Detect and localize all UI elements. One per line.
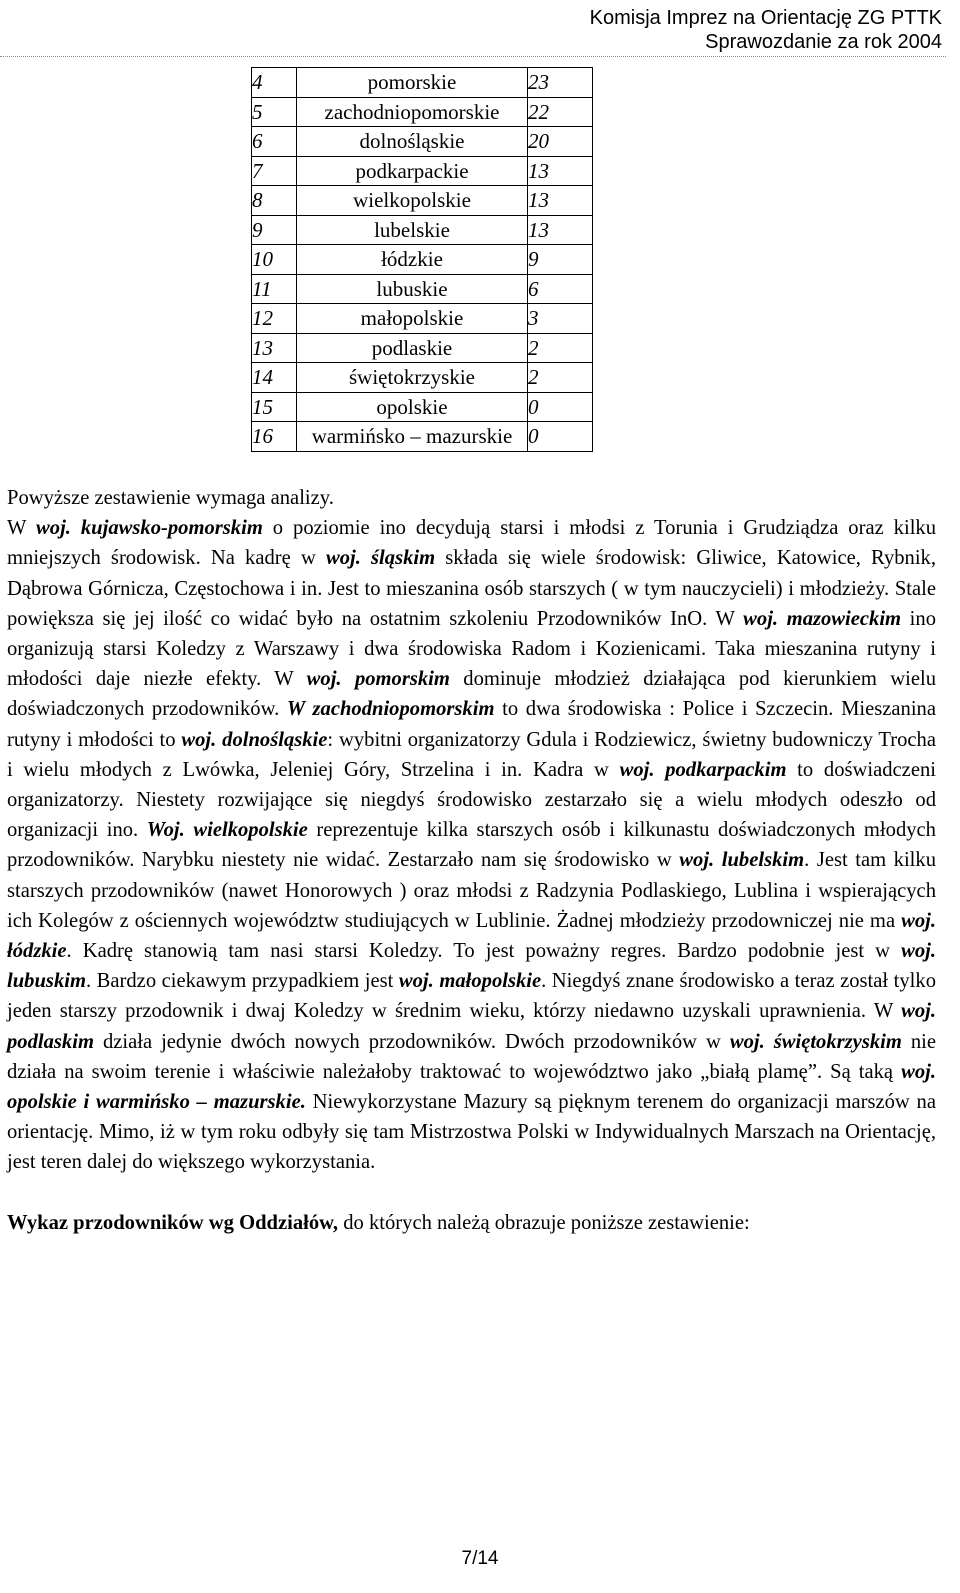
region-emphasis: woj. [901, 940, 936, 963]
text-run: . Jest tam kilku starszych przodowników (nawet Honorowych ) oraz młodsi z Radzynia Podlaskiego, Lublina i wspierających ich Kolegów z ościennych województw studiujących w Lublinie. Żadnej młodzieży przodowniczej nie ma [7, 849, 936, 932]
count-cell: 3 [528, 304, 593, 334]
region-emphasis: woj. [743, 607, 779, 630]
table-row [252, 245, 593, 275]
voivodeship-cell: łódzkie [297, 245, 528, 275]
region-emphasis: woj. [901, 909, 936, 932]
region-emphasis: podkarpackim [665, 758, 787, 781]
text-run: Niewykorzystane Mazury są pięknym terenem do organizacji marszów na orientację. Mimo, iż w tym roku odbyły się tam Mistrzostwa Polski w Indywidualnych Marszach na Orientację, jest teren dalej do większego wykorzystania. [7, 1091, 936, 1174]
region-emphasis: woj. [398, 970, 434, 993]
table-row [252, 68, 593, 98]
count-cell: 9 [528, 245, 593, 275]
table-row [252, 274, 593, 304]
rank-cell: 13 [252, 333, 297, 363]
table-row [252, 215, 593, 245]
region-emphasis: woj. [325, 547, 361, 570]
count-cell: 13 [528, 186, 593, 216]
table-row [252, 97, 593, 127]
rank-cell: 14 [252, 363, 297, 393]
rank-cell: 16 [252, 422, 297, 452]
table-row [252, 392, 593, 422]
voivodeship-cell: lubuskie [297, 274, 528, 304]
header-divider [0, 56, 946, 57]
analysis-paragraph [7, 513, 936, 1177]
text-run: dominuje młodzież działająca pod kierunkiem wielu doświadczonych przodowników. [7, 668, 937, 721]
text-run [714, 849, 722, 871]
region-emphasis: dolnośląskie [222, 728, 328, 751]
rank-cell: 11 [252, 274, 297, 304]
rank-cell: 7 [252, 156, 297, 186]
text-run [778, 608, 787, 630]
text-run: . Niegdyś znane środowisko a teraz został tylko jeden starszy przodownik i dwaj Koledzy w średnim wieku, którzy niedawno uzyskali uprawnienia. W [7, 970, 936, 1023]
region-emphasis: podlaskim [7, 1030, 94, 1053]
text-run: składa się wiele środowisk: Gliwice, Katowice, Rybnik, Dąbrowa Górnicza, Częstochowa i in. Jest to mieszanina osób starszych ( w tym nauczycieli) i młodzieży. Stale powiększa się jej ilość co widać było na ostatnim szkoleniu Przodowników InO. W [7, 547, 936, 630]
region-emphasis: lubuskim [7, 970, 86, 993]
list-heading-bold: Wykaz przodowników wg Oddziałów, [7, 1211, 339, 1234]
region-emphasis: opolskie i warmińsko – mazurskie. [7, 1091, 306, 1114]
rank-cell: 12 [252, 304, 297, 334]
header-org: Komisja Imprez na Orientację ZG PTTK [589, 7, 942, 29]
table-row [252, 363, 593, 393]
table-row [252, 186, 593, 216]
page-number: 7/14 [461, 1548, 499, 1569]
rank-cell: 5 [252, 97, 297, 127]
list-heading-rest: do których należą obrazuje poniższe zestawienie: [338, 1211, 750, 1234]
table-row [252, 422, 593, 452]
rank-cell: 4 [252, 68, 297, 98]
intro-sentence: Powyższe zestawienie wymaga analizy. [7, 487, 334, 509]
count-cell: 23 [528, 68, 593, 98]
table-row [252, 304, 593, 334]
region-emphasis: lubelskim [721, 849, 805, 872]
voivodeship-cell: opolskie [297, 392, 528, 422]
list-heading [7, 1208, 936, 1238]
region-emphasis: W zachodniopomorskim [286, 698, 495, 721]
region-emphasis: woj. [901, 1060, 936, 1083]
region-emphasis: wielkopolskie [193, 819, 308, 842]
page-header [590, 6, 942, 54]
text-run: to dwa środowiska : Police i Szczecin. Mieszanina rutyny i młodości to [7, 698, 936, 751]
count-cell: 0 [528, 422, 593, 452]
voivodeship-cell: podlaskie [297, 333, 528, 363]
voivodeship-cell: podkarpackie [297, 156, 528, 186]
text-run: o poziomie ino decydują starsi i młodsi z Torunia i Grudziądza oraz kilku mniejszych środowisk. Na kadrę w [7, 517, 937, 570]
region-emphasis: woj. [679, 849, 715, 872]
count-cell: 13 [528, 156, 593, 186]
count-cell: 2 [528, 333, 593, 363]
text-run: reprezentuje kilka starszych osób i kilkunastu doświadczonych młodych przodowników. Narybku niestety nie widać. Zestarzało nam się środowisko w [7, 819, 936, 872]
region-emphasis: woj. [181, 728, 217, 751]
header-report: Sprawozdanie za rok 2004 [705, 31, 942, 53]
text-run: nie działa na swoim terenie i właściwie należałoby traktować to województwo jako „białą plamę”. Są taką [7, 1030, 937, 1083]
text-run [655, 759, 666, 781]
text-run [765, 1031, 774, 1053]
rank-cell: 6 [252, 127, 297, 157]
region-emphasis: łódzkie [7, 940, 67, 963]
voivodeship-cell: warmińsko – mazurskie [297, 422, 528, 452]
region-emphasis: mazowieckim [786, 607, 902, 630]
text-run: . Kadrę stanowią tam nasi starsi Koledzy. To jest poważny regres. Bardzo podobnie jest w [66, 940, 902, 963]
table-row [252, 333, 593, 363]
text-run: działa jedynie dwóch nowych przodowników. Dwóch przodowników w [93, 1030, 730, 1053]
voivodeship-cell: pomorskie [297, 68, 528, 98]
count-cell: 13 [528, 215, 593, 245]
region-emphasis: pomorskim [354, 668, 450, 691]
table-row [252, 127, 593, 157]
region-emphasis: małopolskie [439, 970, 542, 993]
voivodeship-ranking-table [251, 67, 593, 452]
region-emphasis: świętokrzyskim [773, 1030, 902, 1053]
voivodeship-cell: wielkopolskie [297, 186, 528, 216]
region-emphasis: woj. [619, 758, 655, 781]
region-emphasis: Woj. [146, 819, 185, 842]
rank-cell: 15 [252, 392, 297, 422]
voivodeship-cell: lubelskie [297, 215, 528, 245]
report-body [7, 483, 936, 1238]
text-run: ino organizują starsi Koledzy z Warszawy i dwa środowiska Radom i Kozienicami. Taka mieszanina rutyny i młodości daje niezłe efekty. W [7, 607, 936, 691]
text-run: W [7, 517, 37, 540]
rank-cell: 9 [252, 215, 297, 245]
region-emphasis: woj. kujawsko-pomorskim [36, 517, 263, 540]
region-emphasis: śląskim [371, 547, 436, 570]
text-run [342, 668, 355, 690]
voivodeship-cell: zachodniopomorskie [297, 97, 528, 127]
count-cell: 6 [528, 274, 593, 304]
text-run: : wybitni organizatorzy Gdula i Rodziewicz, świetny budowniczy Trocha i wielu młodych z Lwówka, Jeleniej Góry, Strzelina i in. Kadra w [7, 728, 936, 781]
count-cell: 20 [528, 127, 593, 157]
voivodeship-cell: świętokrzyskie [297, 363, 528, 393]
voivodeship-cell: dolnośląskie [297, 127, 528, 157]
count-cell: 2 [528, 363, 593, 393]
text-run [361, 547, 371, 569]
rank-cell: 8 [252, 186, 297, 216]
region-emphasis: woj. [901, 1000, 936, 1023]
rank-cell: 10 [252, 245, 297, 275]
voivodeship-cell: małopolskie [297, 304, 528, 334]
table-row [252, 156, 593, 186]
region-emphasis: woj. [729, 1030, 765, 1053]
count-cell: 22 [528, 97, 593, 127]
paragraph-gap [7, 1178, 936, 1208]
region-emphasis: woj. [306, 668, 342, 691]
text-run: . Bardzo ciekawym przypadkiem jest [85, 970, 399, 993]
text-run: to doświadczeni organizatorzy. Niestety rozwijające się niegdyś środowisko zestarzało się a wielu młodych odeszło od organizacji ino. [7, 758, 936, 842]
count-cell: 0 [528, 392, 593, 422]
